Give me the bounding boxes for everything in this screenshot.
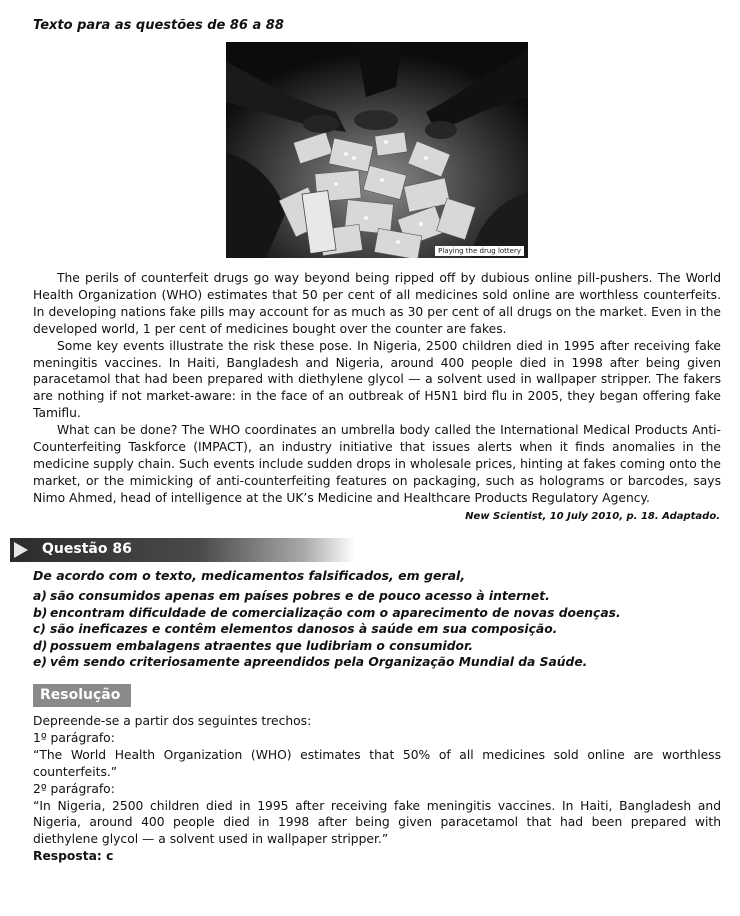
option-letter: c) <box>33 622 46 637</box>
article-paragraph: What can be done? The WHO coordinates an umbrella body called the International Medical Products Anti-Counterfeiting Taskforce (IMPACT), an industry initiative that issues alerts when it finds anomalies in the medicine supply chain. Such events include sudden drops in wholesale prices, hinting at fakes coming onto the market, or the mimicking of anti-counterfeiting features on packaging, such as holograms or barcodes, says Nimo Ahmed, head of intelligence at the UK’s Medicine and Healthcare Products Regulatory Agency. <box>33 423 721 505</box>
option-text: são consumidos apenas em países pobres e de pouco acesso à internet. <box>50 589 550 603</box>
answer-options <box>33 588 621 671</box>
market-photo <box>226 42 528 258</box>
option-letter: b) <box>33 605 48 620</box>
option-letter: e) <box>33 655 47 670</box>
option-b <box>33 605 621 622</box>
play-arrow-icon <box>14 542 28 558</box>
market-photo-icon <box>226 42 528 258</box>
option-text: possuem embalagens atraentes que ludibriam o consumidor. <box>50 638 473 653</box>
article-paragraph: Some key events illustrate the risk these pose. In Nigeria, 2500 children died in 1995 after receiving fake meningitis vaccines. In Haiti, Bangladesh and Nigeria, around 400 people died in 1998 after being given paracetamol that had been prepared with diethylene glycol — a solvent used in wallpaper stripper. The fakers are nothing if not market-aware: in the face of an outbreak of H5N1 bird flu in 2005, they began offering fake Tamiflu. <box>33 338 721 421</box>
resolution-title: Resolução <box>40 687 121 703</box>
option-letter: a) <box>33 589 47 603</box>
question-stem: De acordo com o texto, medicamentos falsificados, em geral, <box>33 568 466 583</box>
option-d <box>33 638 621 655</box>
question-title: Questão 86 <box>42 541 132 557</box>
resolution-line: Depreende-se a partir dos seguintes trechos: <box>33 714 312 728</box>
answer-key: Resposta: c <box>33 849 114 864</box>
section-header: Texto para as questões de 86 a 88 <box>33 18 284 33</box>
article-text <box>33 270 721 507</box>
source-citation: New Scientist, 10 July 2010, p. 18. Adaptado. <box>465 511 720 522</box>
option-a <box>33 588 621 605</box>
option-text: são ineficazes e contêm elementos danosos à saúde em sua composição. <box>50 622 558 637</box>
resolution-line: “In Nigeria, 2500 children died in 1995 after receiving fake meningitis vaccines. In Haiti, Bangladesh and Nigeria, around 400 people died in 1998 after being given paracetamol that had been prepared with diethylene glycol — a solvent used in wallpaper stripper.” <box>33 798 721 847</box>
resolution-line: 1º parágrafo: <box>33 730 115 745</box>
option-text: vêm sendo criteriosamente apreendidos pela Organização Mundial da Saúde. <box>50 655 588 670</box>
resolution-line: “The World Health Organization (WHO) estimates that 50% of all medicines sold online are worthless counterfeits.” <box>33 747 721 779</box>
resolution-text <box>33 713 721 865</box>
option-c <box>33 621 621 638</box>
option-e <box>33 654 621 671</box>
article-paragraph: The perils of counterfeit drugs go way beyond being ripped off by dubious online pill-pushers. The World Health Organization (WHO) estimates that 50 per cent of all medicines sold online are worthless counterfeits. In developing nations fake pills may account for as much as 30 per cent of all drugs on the market. Even in the developed world, 1 per cent of medicines bought over the counter are fakes. <box>33 271 721 336</box>
resolution-line: 2º parágrafo: <box>33 781 115 796</box>
question-header-bar <box>10 538 355 562</box>
option-text: encontram dificuldade de comercialização com o aparecimento de novas doenças. <box>50 605 621 620</box>
photo-caption: Playing the drug lottery <box>435 246 524 256</box>
resolution-header-bar <box>33 684 131 707</box>
option-letter: d) <box>33 638 48 653</box>
